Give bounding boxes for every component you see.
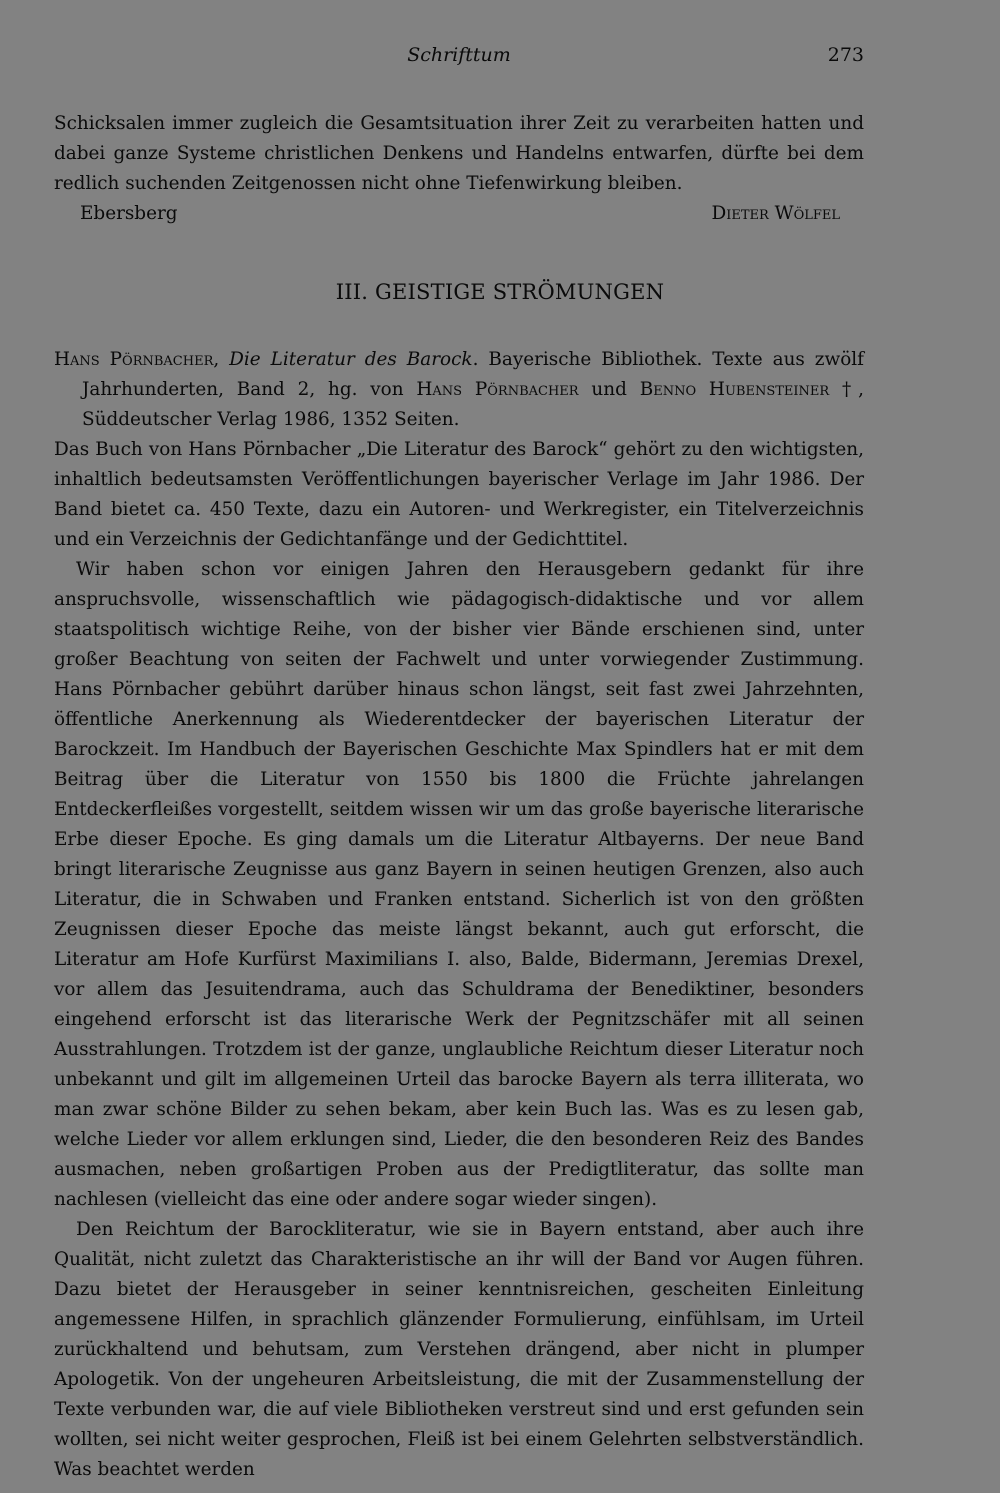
- page-number: 273: [827, 44, 864, 66]
- previous-review-ending: [54, 109, 864, 229]
- review-place: Ebersberg: [80, 203, 178, 224]
- bib-details-1: . Bayerische Bibliothek. Texte aus zwölf Jahrhunderten, Band 2, hg. von: [82, 349, 864, 400]
- bib-and: und: [578, 379, 640, 400]
- closing-paragraph: Schicksalen immer zugleich die Gesamtsituation ihrer Zeit zu verarbeiten hatten und dabei ganze Systeme christlichen Denkens und Handelns entwarfen, dürfte bei dem redlich suchenden Zeitgenossen nicht ohne Tiefenwirkung bleiben.: [54, 113, 864, 194]
- body-paragraph-3: Den Reichtum der Barockliteratur, wie sie in Bayern entstand, aber auch ihre Qualität, nicht zuletzt das Charakteristische an ihr will der Band vor Augen führen. Dazu bietet der Herausgeber in seiner kenntnisreichen, gescheiten Einleitung angemessene Hilfen, in sprachlich glänzender Formulierung, einfühlsam, im Urteil zurückhaltend und behutsam, zum Verstehen drängend, aber nicht in plumper Apologetik. Von der ungeheuren Arbeitsleistung, die mit der Zusammenstellung der Texte verbunden war, die auf viele Bibliotheken verstreut sind und erst gefunden sein wollten, sei nicht weiter gesprochen, Fleiß ist bei einem Gelehrten selbstverständlich. Was beachtet werden: [54, 1219, 864, 1480]
- body-paragraph-2: Wir haben schon vor einigen Jahren den Herausgebern gedankt für ihre anspruchsvolle, wissenschaftlich wie pädagogisch-didaktische und vor allem staatspolitisch wichtige Reihe, von der bisher vier Bände erschienen sind, unter großer Beachtung von seiten der Fachwelt und unter vorwiegender Zustimmung. Hans Pörnbacher gebührt darüber hinaus schon längst, seit fast zwei Jahrzehnten, öffentliche Anerkennung als Wiederentdecker der bayerischen Literatur der Barockzeit. Im Handbuch der Bayerischen Geschichte Max Spindlers hat er mit dem Beitrag über die Literatur von 1550 bis 1800 die Früchte jahrelangen Entdeckerfleißes vorgestellt, seitdem wissen wir um das große bayerische literarische Erbe dieser Epoche. Es ging damals um die Literatur Altbayerns. Der neue Band bringt literarische Zeugnisse aus ganz Bayern in seinen heutigen Grenzen, also auch Literatur, die in Schwaben und Franken entstand. Sicherlich ist von den größten Zeugnissen dieser Epoche das meiste längst bekannt, auch gut erforscht, die Literatur am Hofe Kurfürst Maximilians I. also, Balde, Bidermann, Jeremias Drexel, vor allem das Jesuitendrama, auch das Schuldrama der Benediktiner, besonders eingehend erforscht ist das literarische Werk der Pegnitzschäfer mit all seinen Ausstrahlungen. Trotzdem ist der ganze, unglaubliche Reichtum dieser Literatur noch unbekannt und gilt im allgemeinen Urteil das barocke Bayern als terra illiterata, wo man zwar schöne Bilder zu sehen bekam, aber kein Buch las. Was es zu lesen gab, welche Lieder vor allem erklungen sind, Lieder, die den besonderen Reiz des Bandes ausmachen, neben großartigen Proben aus der Predigtliteratur, das sollte man nachlesen (vielleicht das eine oder andere sogar wieder singen).: [54, 559, 864, 1210]
- section-heading: III. GEISTIGE STRÖMUNGEN: [335, 280, 665, 304]
- review-body: [54, 345, 864, 1485]
- reviewer-name: Dieter Wölfel: [711, 203, 840, 224]
- running-head-title: Schrifttum: [407, 44, 511, 66]
- review-signature: [54, 199, 864, 229]
- bib-editor-2: Benno Hubensteiner: [639, 379, 830, 400]
- body-paragraph-1: Das Buch von Hans Pörnbacher „Die Literatur des Barock“ gehört zu den wichtigsten, inhaltlich bedeutsamsten Veröffentlichungen bayerischer Verlage im Jahr 1986. Der Band bietet ca. 450 Texte, dazu ein Autoren- und Werkregister, ein Titelverzeichnis und ein Verzeichnis der Gedichtanfänge und der Gedichttitel.: [54, 439, 864, 550]
- bibliographic-entry: Hans Pörnbacher, Die Literatur des Barock. Bayerische Bibliothek. Texte aus zwölf Jahrhunderten, Band 2, hg. von Hans Pörnbacher und Benno Hubensteiner †, Süddeutscher Verlag 1986, 1352 Seiten.: [54, 349, 865, 430]
- bib-author: Hans Pörnbacher: [54, 349, 214, 370]
- bib-title: Die Literatur des Barock: [229, 349, 473, 370]
- running-head: [54, 44, 864, 74]
- bib-editor-1: Hans Pörnbacher: [416, 379, 579, 400]
- bib-details-2: †, Süddeutscher Verlag 1986, 1352 Seiten.: [82, 379, 865, 430]
